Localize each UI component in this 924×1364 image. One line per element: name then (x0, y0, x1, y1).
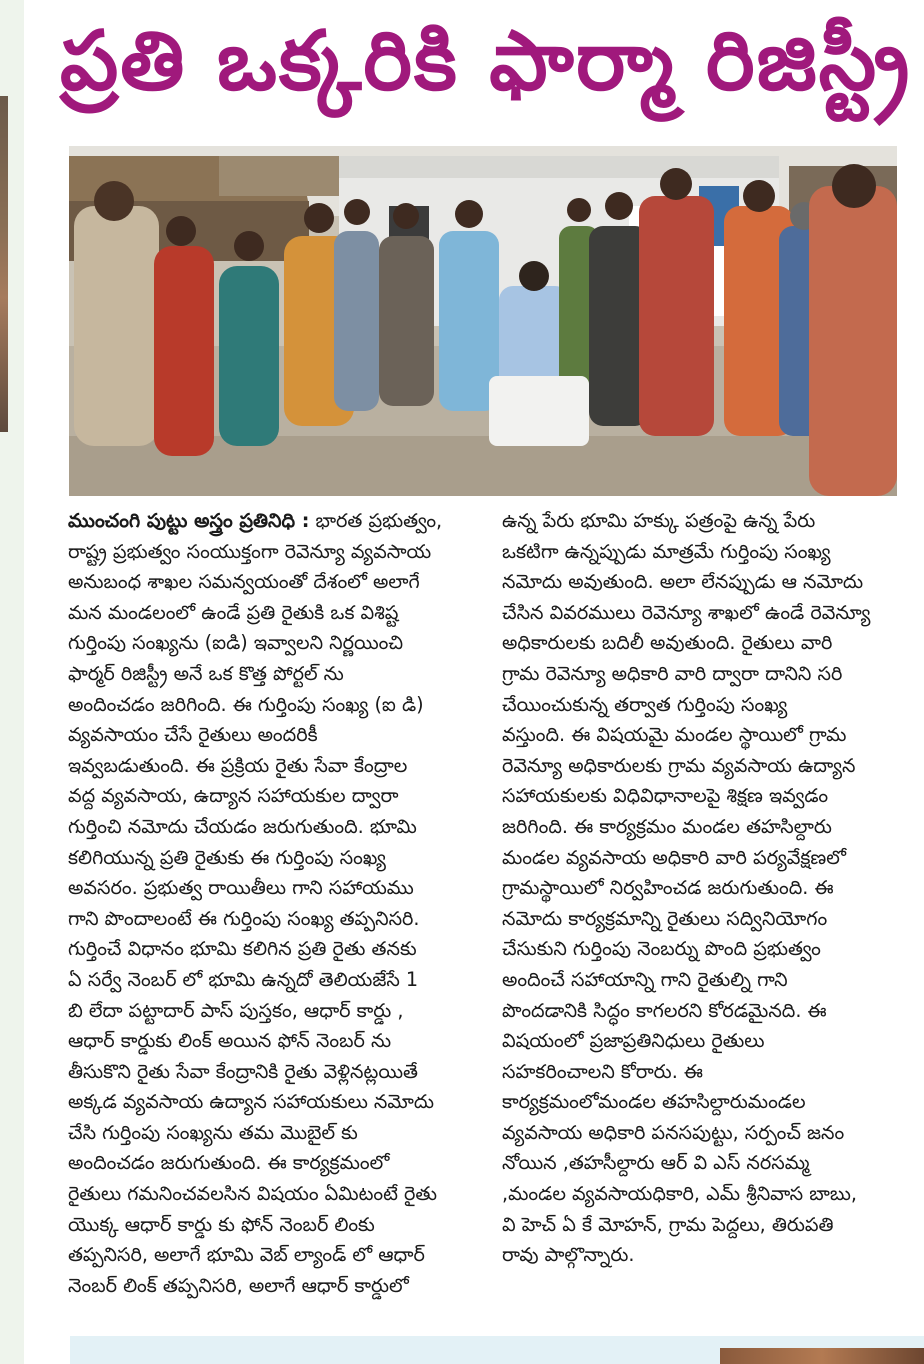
article-line: రెవెన్యూ అధికారులకు గ్రామ వ్యవసాయ ఉద్యాన (502, 753, 856, 777)
article-line: అందించడం జరుగుతుంది. ఈ కార్యక్రమంలో (68, 1151, 390, 1175)
article-line: అనుబంధ శాఖల సమన్వయంతో దేశంలో అలాగే (68, 570, 420, 594)
article-line: పొందడానికి సిద్ధం కాగలరని కోరడమైనది. ఈ (502, 998, 827, 1022)
article-line: వి హెచ్ ఏ కే మోహన్, గ్రామ పెద్దలు, తిరుపతి (502, 1212, 834, 1236)
article-line: అధికారులకు బదిలీ అవుతుంది. రైతులు వారి (502, 631, 833, 655)
article-line: మన మండలంలో ఉండే ప్రతి రైతుకి ఒక విశిష్ట (68, 600, 399, 624)
article-line: గుర్తించి నమోదు చేయడం జరుగుతుంది. భూమి (68, 814, 417, 838)
article-line: చేయించుకున్న తర్వాత గుర్తింపు సంఖ్య (502, 692, 788, 716)
article-line: చేసుకుని గుర్తింపు నెంబర్ను పొంది ప్రభుత్వం (502, 937, 821, 961)
headline: ప్రతి ఒక్కరికి ఫార్మా రిజిస్ట్రీ (60, 14, 912, 109)
article-line: బి లేదా పట్టాదార్ పాస్ పుస్తకం, ఆధార్ కార్డు , (68, 998, 404, 1022)
news-photo (69, 146, 897, 496)
article-line: రావు పాల్గొన్నారు. (502, 1243, 635, 1267)
article-line: తీసుకొని రైతు సేవా కేంద్రానికి రైతు వెళ్లినట్లయితే (68, 1059, 418, 1083)
article-line: చేసిన వివరములు రెవెన్యూ శాఖలో ఉండే రెవెన్యూ (502, 600, 871, 624)
article-line: గాని పొందాలంటే ఈ గుర్తింపు సంఖ్య తప్పనిసరి. (68, 906, 420, 930)
article-line: అవసరం. ప్రభుత్వ రాయితీలు గాని సహాయము (68, 876, 414, 900)
article-line: వ్యవసాయ అధికారి పనసపుట్టు, సర్పంచ్ జనం (502, 1120, 845, 1144)
article-line: గుర్తించే విధానం భూమి కలిగిన ప్రతి రైతు తనకు (68, 937, 417, 961)
article-line: నమోదు అవుతుంది. అలా లేనప్పుడు ఆ నమోదు (502, 570, 864, 594)
article-line: సహకరించాలని కోరారు. ఈ (502, 1059, 703, 1083)
article-line: ,మండల వ్యవసాయధికారి, ఎమ్ శ్రీనివాస బాబు, (502, 1182, 857, 1206)
article-line: గుర్తింపు సంఖ్యను (ఐడి) ఇవ్వాలని నిర్ణయించి (68, 631, 404, 655)
article-line: ఉన్న పేరు భూమి హక్కు పత్రంపై ఉన్న పేరు (502, 509, 816, 532)
article-line (68, 506, 488, 537)
article-line: విషయంలో ప్రజాప్రతినిధులు రైతులు (502, 1029, 765, 1053)
article-column-right (502, 506, 902, 1271)
article-line: రైతులు గమనించవలసిన విషయం ఏమిటంటే రైతు (68, 1182, 438, 1206)
article-line: ఫార్మర్ రిజిస్ట్రీ అనే ఒక కొత్త పోర్టల్ ను (68, 661, 344, 685)
article-line: సహాయకులకు విధివిధానాలపై శిక్షణ ఇవ్వడం (502, 784, 829, 808)
adjacent-photo-edge (0, 96, 8, 432)
article-line: గ్రామ రెవెన్యూ అధికారి వారి ద్వారా దానిని సరి (502, 661, 843, 685)
article-line: రాష్ట్ర ప్రభుత్వం సంయుక్తంగా రెవెన్యూ వ్యవసాయ (68, 539, 432, 563)
article-line: నోయిన ,తహసీల్దారు ఆర్ వి ఎస్ నరసమ్మ (502, 1151, 810, 1175)
article-line: ఒకటిగా ఉన్నప్పుడు మాత్రమే గుర్తింపు సంఖ్య (502, 539, 831, 563)
article-line: చేసి గుర్తింపు సంఖ్యను తమ మొబైల్ కు (68, 1120, 358, 1144)
article-line: నెంబర్ లింక్ తప్పనిసరి, అలాగే ఆధార్ కార్డులో (68, 1273, 409, 1297)
article-line: ఇవ్వబడుతుంది. ఈ ప్రక్రియ రైతు సేవా కేంద్రాల (68, 753, 408, 777)
article-line: వద్ద వ్యవసాయ, ఉద్యాన సహాయకుల ద్వారా (68, 784, 399, 808)
article-line: జరిగింది. ఈ కార్యక్రమం మండల తహసిల్దారు (502, 814, 832, 838)
article-line: కలిగియున్న ప్రతి రైతుకు ఈ గుర్తింపు సంఖ్య (68, 845, 386, 869)
article-column-left (68, 506, 488, 1301)
next-article-photo-edge (720, 1348, 924, 1364)
article-line: తప్పనిసరి, అలాగే భూమి వెబ్ ల్యాండ్ లో ఆధార్ (68, 1243, 425, 1267)
article-line: ఆధార్ కార్డుకు లింక్ అయిన ఫోన్ నెంబర్ ను (68, 1029, 392, 1053)
byline: ముంచంగి పుట్టు అస్త్రం ప్రతినిధి : (68, 509, 310, 532)
article-line: గ్రామస్థాయిలో నిర్వహించడ జరుగుతుంది. ఈ (502, 876, 834, 900)
article-line: అక్కడ వ్యవసాయ ఉద్యాన సహాయకులు నమోదు (68, 1090, 435, 1114)
article-line: వస్తుంది. ఈ విషయమై మండల స్థాయిలో గ్రామ (502, 723, 847, 747)
article-text: భారత ప్రభుత్వం, (309, 509, 443, 532)
article-line: కార్యక్రమంలోమండల తహసిల్దారుమండల (502, 1090, 806, 1114)
article-line: ఏ సర్వే నెంబర్ లో భూమి ఉన్నదో తెలియజేసే 1 (68, 967, 419, 991)
article-line: అందించే సహాయాన్ని గాని రైతుల్ని గాని (502, 967, 788, 991)
article-line: మండల వ్యవసాయ అధికారి వారి పర్యవేక్షణలో (502, 845, 847, 869)
article-line: నమోదు కార్యక్రమాన్ని రైతులు సద్వినియోగం (502, 906, 828, 930)
article-line: అందించడం జరిగింది. ఈ గుర్తింపు సంఖ్య (ఐ డి) (68, 692, 424, 716)
farmers-gathering-photo (69, 146, 897, 496)
article-line: యొక్క ఆధార్ కార్డు కు ఫోన్ నెంబర్ లింకు (68, 1212, 375, 1236)
article-line: వ్యవసాయం చేసే రైతులు అందరికీ (68, 723, 318, 747)
